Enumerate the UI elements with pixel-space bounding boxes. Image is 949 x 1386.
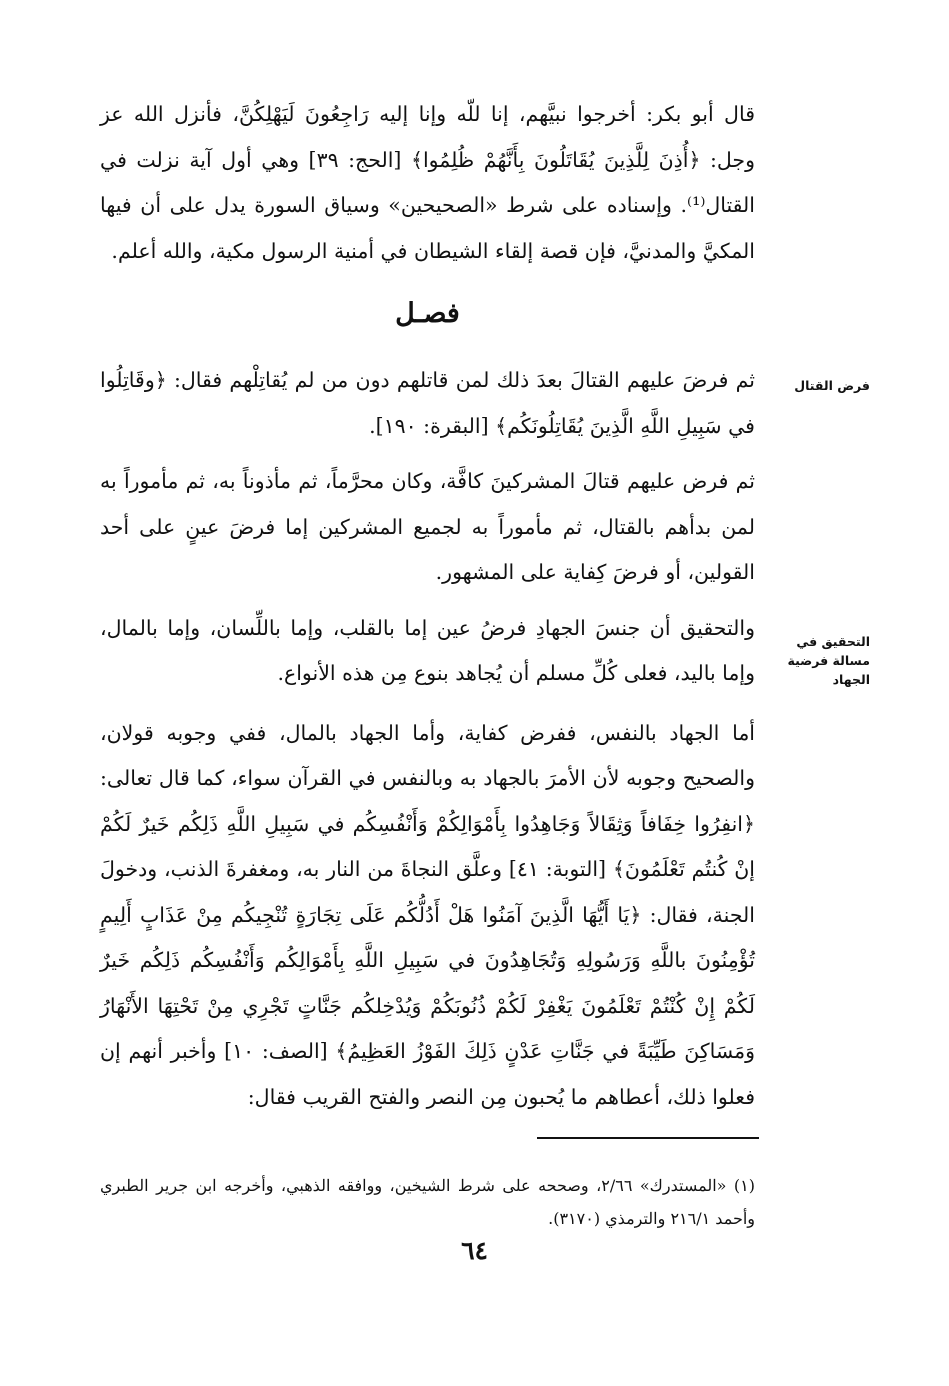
footnote: (١) «المستدرك» ٢/٦٦، وصححه على شرط الشيخين، ووافقه الذهبي، وأخرجه ابن جرير الطبري وأحمد ٢١٦/١ والترمذي (٣١٧٠). xyxy=(100,1176,755,1228)
paragraph-intro: قال أبو بكر: أخرجوا نبيَّهم، إنا للّه وإنا إليه رَاجِعُونَ لَيَهْلِكُنَّ، فأنزل الله عز وجل: ﴿أُذِنَ لِلَّذِينَ يُقَاتَلُونَ بِأَنَّهُمْ ظُلِمُوا﴾ [الحج: ٣٩] وهي أول آية نزلت في القتال⁽¹⁾. وإسناده على شرط «الصحيحين» وسياق السورة يدل على أن فيها المكيَّ والمدنيَّ، فإن قصة إلقاء الشيطان في أمنية الرسول مكية، والله أعلم. xyxy=(100,102,755,263)
footnote-divider xyxy=(537,1137,759,1139)
section-heading-text: فصـل xyxy=(395,298,460,329)
paragraph-verification: والتحقيق أن جنسَ الجهادِ فرضُ عين إما بالقلب، وإما باللِّسان، وإما بالمال، وإما باليد، فعلى كُلِّ مسلم أن يُجاهد بنوع مِن هذه الأنواع. xyxy=(100,615,755,685)
margin-note-verification: التحقيق في مسالة فرضية الجهاد xyxy=(787,634,870,687)
page-number: ٦٤ xyxy=(461,1236,488,1265)
paragraph-polytheists: ثم فرض عليهم قتالَ المشركينَ كافَّة، وكان محرَّماً، ثم مأذوناً به، ثم مأموراً به لمن بدأهم بالقتال، ثم مأموراً به لجميع المشركين إما فرضَ عينٍ على أحد القولين، أو فرضَ كِفاية على المشهور. xyxy=(100,469,755,584)
main-text-column xyxy=(100,92,755,1120)
section-heading xyxy=(100,296,755,332)
paragraph-fight-imposed: ثم فرضَ عليهم القتالَ بعدَ ذلك لمن قاتلهم دون من لم يُقاتِلْهم فقال: ﴿وقَاتِلُوا في سَبِيلِ اللَّهِ الَّذِينَ يُقَاتِلُونَكُم﴾ [البقرة: ١٩٠]. xyxy=(100,368,755,438)
margin-note-fight: فرض القتال xyxy=(794,378,870,393)
paragraph-jihad-types: أما الجهاد بالنفس، ففرض كفاية، وأما الجهاد بالمال، ففي وجوبه قولان، والصحيح وجوبه لأن الأمرَ بالجهاد به وبالنفس في القرآن سواء، كما قال تعالى: ﴿انفِرُوا خِفَافاً وَثِقَالاً وَجَاهِدُوا بِأَمْوَالِكُمْ وَأَنْفُسِكُم في سَبِيلِ اللَّهِ ذَلِكُم خَيرٌ لَكُمْ إنْ كُنتُم تَعْلَمُونَ﴾ [التوبة: ٤١] وعلَّق النجاةَ من النار به، ومغفرةَ الذنب، ودخولَ الجنة، فقال: ﴿يَا أَيُّهَا الَّذِينَ آمَنُوا هَلْ أَدُلُّكُم عَلَى تِجَارَةٍ تُنْجِيكُم مِنْ عَذَابٍ أَلِيمٍ تُؤْمِنُونَ باللَّهِ وَرَسُولِهِ وَتُجَاهِدُونَ في سَبِيلِ اللَّهِ بِأَمْوَالِكُم وَأَنْفُسِكُم ذَلِكُم خَيرٌ لَكُمْ إِنْ كُنْتُمْ تَعْلَمُونَ يَغْفِرْ لَكُمْ ذُنُوبَكُمْ وَيُدْخِلكُم جَنَّاتٍ تَجْرِي مِنْ تَحْتِهَا الأَنْهَارُ وَمَسَاكِنَ طَيِّبَةً في جَنَّاتِ عَدْنٍ ذَلِكَ الفَوْزُ العَظِيمُ﴾ [الصف: ١٠] وأخبر أنهم إن فعلوا ذلك، أعطاهم ما يُحبون مِن النصر والفتح القريب فقال: xyxy=(100,720,755,1109)
